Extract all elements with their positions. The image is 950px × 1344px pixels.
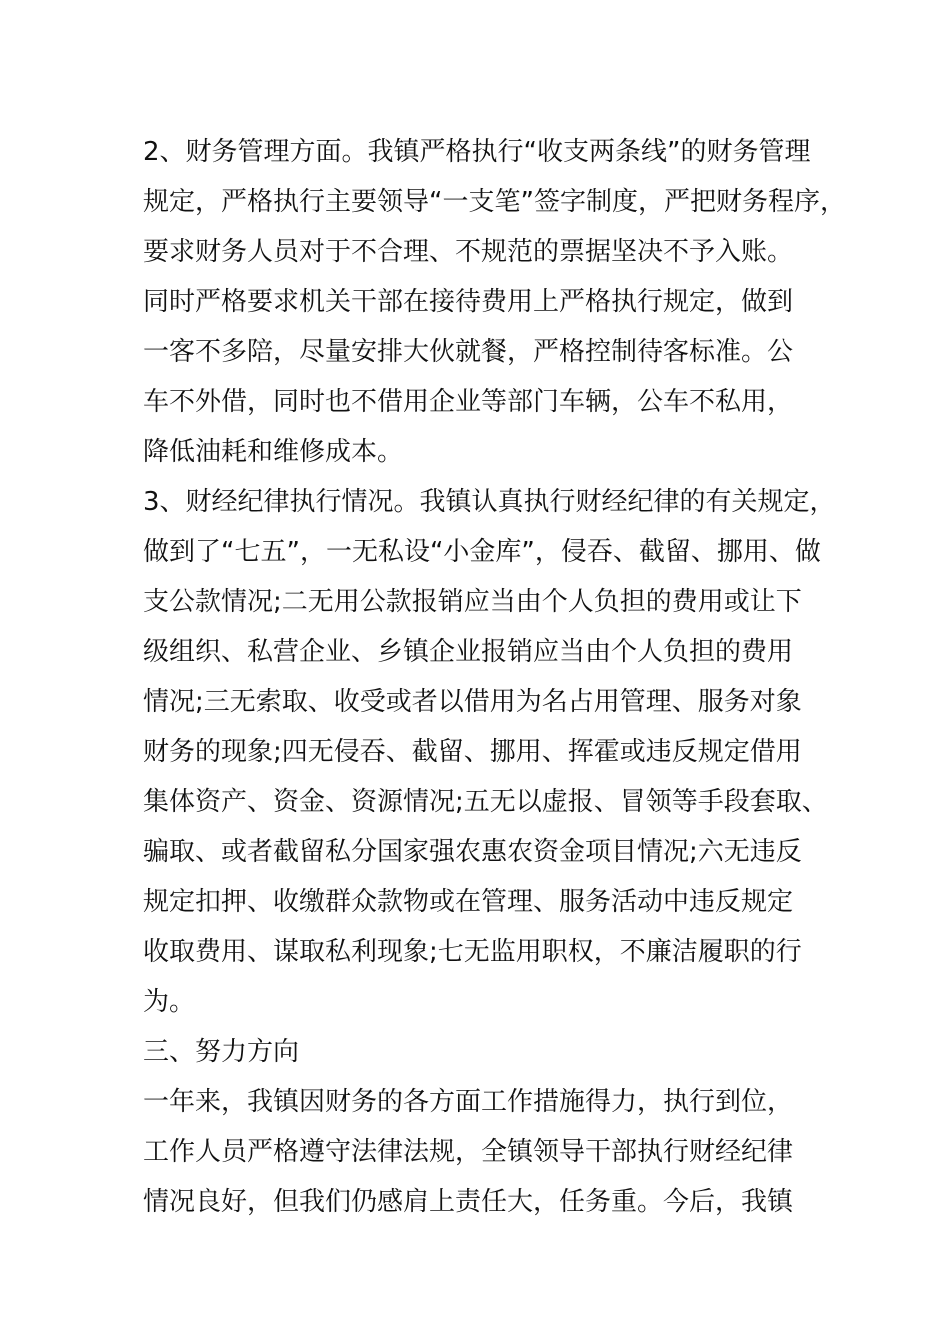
text-line: 财务的现象;四无侵吞、截留、挪用、挥霍或违反规定借用	[143, 737, 802, 767]
text-line: 工作人员严格遵守法律法规，全镇领导干部执行财经纪律	[143, 1137, 794, 1167]
text-line: 规定扣押、收缴群众款物或在管理、服务活动中违反规定	[143, 887, 794, 917]
text-line: 一年来，我镇因财务的各方面工作措施得力，执行到位，	[143, 1087, 794, 1117]
text-line: 2、财务管理方面。我镇严格执行“收支两条线”的财务管理	[143, 137, 811, 167]
text-line: 情况良好，但我们仍感肩上责任大，任务重。今后，我镇	[143, 1187, 794, 1217]
text-line: 情况;三无索取、收受或者以借用为名占用管理、服务对象	[143, 687, 802, 717]
text-line: 规定，严格执行主要领导“一支笔”签字制度，严把财务程序，	[143, 187, 846, 217]
text-line: 集体资产、资金、资源情况;五无以虚报、冒领等手段套取、	[143, 787, 828, 817]
text-line: 级组织、私营企业、乡镇企业报销应当由个人负担的费用	[143, 637, 794, 667]
text-line: 骗取、或者截留私分国家强农惠农资金项目情况;六无违反	[143, 837, 802, 867]
text-line: 一客不多陪，尽量安排大伙就餐，严格控制待客标准。公	[143, 337, 794, 367]
text-line: 同时严格要求机关干部在接待费用上严格执行规定，做到	[143, 287, 794, 317]
text-line: 3、财经纪律执行情况。我镇认真执行财经纪律的有关规定，	[143, 487, 836, 517]
text-line: 为。	[143, 987, 196, 1017]
text-line: 收取费用、谋取私利现象;七无监用职权，不廉洁履职的行	[143, 937, 802, 967]
text-line: 降低油耗和维修成本。	[143, 437, 404, 467]
text-line: 要求财务人员对于不合理、不规范的票据坚决不予入账。	[143, 237, 794, 267]
text-line: 支公款情况;二无用公款报销应当由个人负担的费用或让下	[143, 587, 802, 617]
document-body	[143, 127, 846, 1227]
text-line: 做到了“七五”，一无私设“小金库”，侵吞、截留、挪用、做	[143, 537, 821, 567]
section-heading: 三、努力方向	[143, 1037, 300, 1067]
text-line: 车不外借，同时也不借用企业等部门车辆，公车不私用，	[143, 387, 794, 417]
